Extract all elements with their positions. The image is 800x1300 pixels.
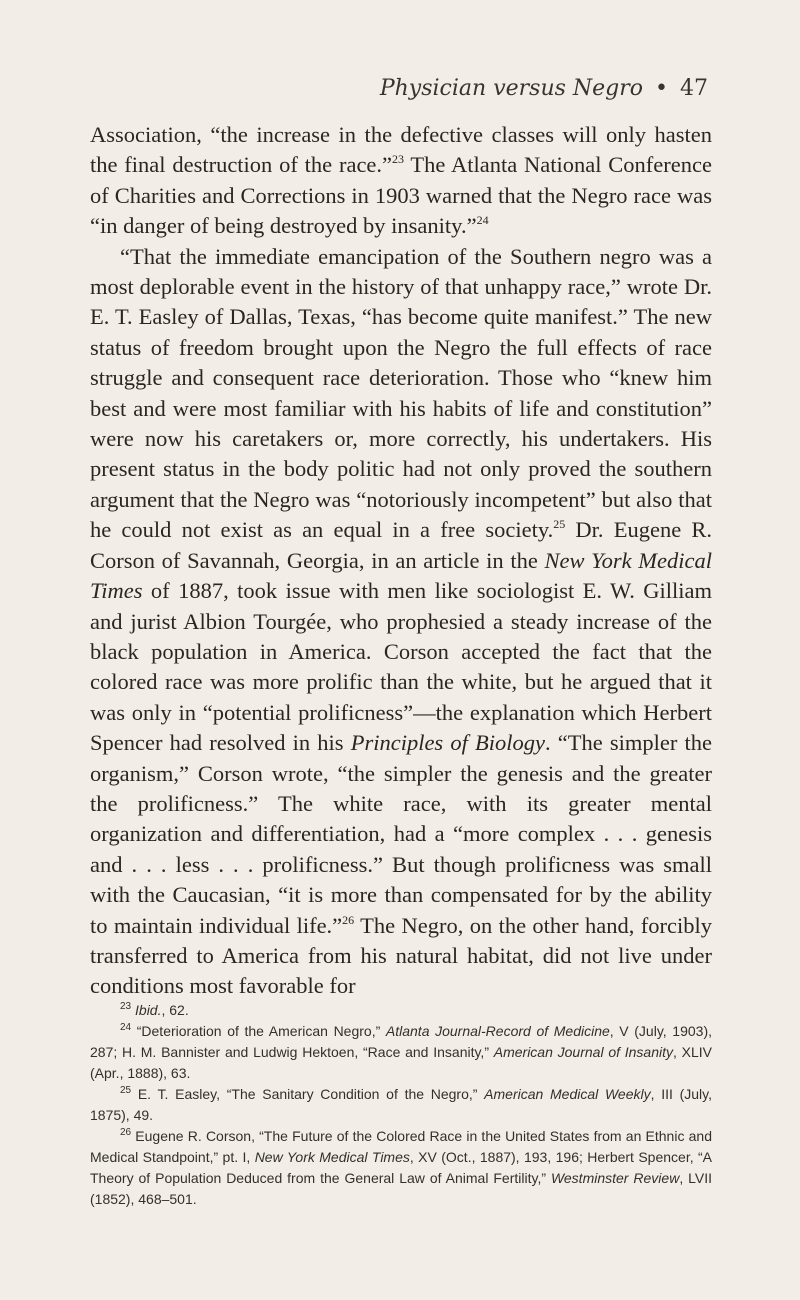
footnote-26-number: 26 [120, 1127, 132, 1138]
book-title: Principles of Biology [350, 730, 545, 756]
note-ref-25: 25 [553, 517, 566, 532]
footnote-24-number: 24 [120, 1022, 132, 1033]
footnote-25-journal: American Medical Weekly [484, 1086, 651, 1102]
main-text [90, 120, 712, 1002]
paragraph-2 [90, 242, 712, 1002]
footnote-25 [90, 1084, 712, 1126]
footnote-25-number: 25 [120, 1085, 132, 1096]
footnotes [90, 1000, 712, 1210]
paragraph-1-text-b: The Atlanta National Conference of Charities and Corrections in 1903 warned that the Negro race was “in danger of being destroyed by insanity.” [90, 152, 712, 239]
note-ref-23: 23 [392, 152, 405, 167]
running-header [380, 76, 708, 101]
paragraph-2-text-c: of 1887, took issue with men like sociologist E. W. Gilliam and jurist Albion Tourgée, who prophesied a steady increase of the black population in America. Corson accepted the fact that the colored race was more prolific than the white, but he argued that it was only in “potential prolificness”—the explanation which Herbert Spencer had resolved in his [90, 578, 712, 756]
paragraph-2-text-e: The Negro, on the other hand, forcibly transferred to America from his natural habitat, did not live under conditions most favorable for [90, 912, 712, 999]
paragraph-1-text-a: Association, “the increase in the defective classes will only hasten the final destruction of the race.” [90, 122, 712, 178]
paragraph-2-text-b: Dr. Eugene R. Corson of Savannah, Georgia, in an article in the [90, 517, 712, 573]
footnote-24-journal-2: American Journal of Insanity [493, 1044, 673, 1060]
page-number: 47 [680, 76, 708, 101]
footnote-23-ibid: Ibid. [135, 1002, 162, 1018]
footnote-25-text-a: E. T. Easley, “The Sanitary Condition of the Negro,” [131, 1086, 485, 1102]
note-ref-24: 24 [476, 213, 489, 228]
footnote-26-text-b: , XV (Oct., 1887), 193, 196; Herbert Spencer, “A Theory of Population Deduced from the General Law of Animal Fertility,” [90, 1149, 713, 1186]
footnote-26 [90, 1126, 712, 1210]
footnote-24-journal-1: Atlanta Journal-Record of Medicine [385, 1023, 610, 1039]
paragraph-2-text-a: “That the immediate emancipation of the Southern negro was a most deplorable event in the history of that unhappy race,” wrote Dr. E. T. Easley of Dallas, Texas, “has become quite manifest.” The new status of freedom brought upon the Negro the full effects of race struggle and consequent race deterioration. Those who “knew him best and were most familiar with his habits of life and constitution” were now his caretakers or, more correctly, his undertakers. His present status in the body politic had not only proved the southern argument that the Negro was “notoriously incompetent” but also that he could not exist as an equal in a free society. [90, 243, 712, 543]
footnote-24-text-c: , XLIV (Apr., 1888), 63. [90, 1044, 712, 1081]
footnote-24-text-b: , V (July, 1903), 287; H. M. Bannister and Ludwig Hektoen, “Race and Insanity,” [90, 1023, 712, 1060]
paragraph-1 [90, 120, 712, 242]
footnote-23 [90, 1000, 712, 1021]
footnote-26-text-c: , LVII (1852), 468–501. [90, 1170, 712, 1207]
footnote-23-text: , 62. [161, 1002, 189, 1018]
footnote-26-text-a: Eugene R. Corson, “The Future of the Colored Race in the United States from an Ethnic and Medical Standpoint,” pt. I, [90, 1128, 712, 1165]
note-ref-26: 26 [342, 912, 355, 927]
footnote-24 [90, 1021, 712, 1084]
paragraph-2-text-d: . “The simpler the organism,” Corson wrote, “the simpler the genesis and the greater the prolificness.” The white race, with its greater mental organization and differentiation, had a “more complex . . . genesis and . . . less . . . prolificness.” But though prolificness was small with the Caucasian, “it is more than compensated for by the ability to maintain individual life.” [90, 730, 713, 938]
running-title: Physician versus Negro [379, 76, 644, 101]
footnote-25-text-b: , III (July, 1875), 49. [90, 1086, 713, 1123]
journal-title: New York Medical Times [90, 547, 712, 604]
footnote-26-journal-2: Westminster Review [550, 1170, 680, 1186]
header-separator: • [655, 76, 668, 101]
footnote-24-text-a: “Deterioration of the American Negro,” [131, 1023, 386, 1039]
footnote-26-journal-1: New York Medical Times [254, 1149, 410, 1165]
footnote-23-number: 23 [120, 1001, 132, 1012]
